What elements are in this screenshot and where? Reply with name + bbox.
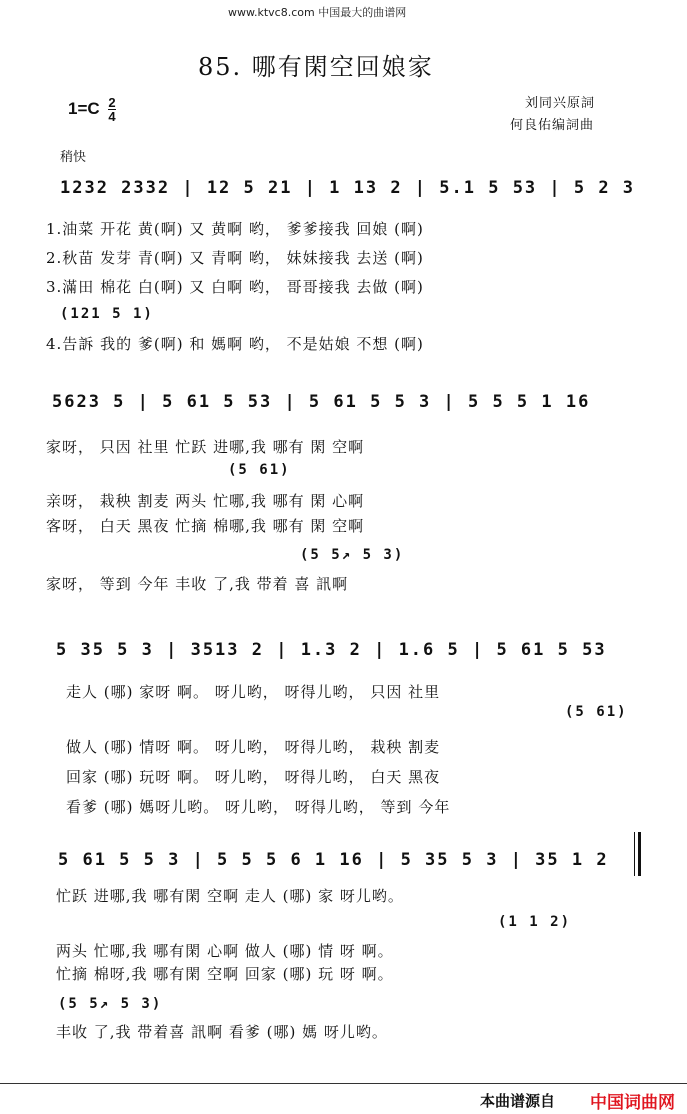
system4-notes: 5 61 5 5 3 | 5 5 5 6 1 16 | 5 35 5 3 | 35 1 2 [58,850,609,870]
system2-lyric-2: 亲呀， 栽秧 割麦 两头 忙哪,我 哪有 閑 心啊 [46,492,365,510]
system1-lyric-1: 1.油菜 开花 黄(啊) 又 黄啊 哟， 爹爹接我 回娘 (啊) [46,220,424,238]
system2-variant-a: (5 61) [228,462,291,478]
system1-lyric-4: 4.告訴 我的 爹(啊) 和 媽啊 哟， 不是姑娘 不想 (啊) [46,335,424,353]
footer-divider [0,1083,687,1084]
key-signature [68,96,116,123]
system3-notes: 5 35 5 3 | 3513 2 | 1.3 2 | 1.6 5 | 5 61 5 53 [56,640,607,660]
system2-lyric-1: 家呀， 只因 社里 忙跃 进哪,我 哪有 閑 空啊 [46,438,365,456]
final-barline-thick [638,832,641,876]
system3-lyric-2: 做人 (哪) 情呀 啊。 呀儿哟， 呀得儿哟， 栽秧 割麦 [66,738,441,756]
tempo-marking: 稍快 [60,150,87,165]
system2-lyric-3: 客呀， 白天 黑夜 忙摘 棉哪,我 哪有 閑 空啊 [46,517,365,535]
system1-notes: 1232 2332 | 12 5 21 | 1 13 2 | 5.1 5 53 | 5 2 3 [60,178,636,198]
system4-variant-b: (5 5↗ 5 3) [58,996,163,1012]
system3-variant: (5 61) [565,704,628,720]
footer-source-label: 本曲谱源自 [480,1092,556,1110]
system4-variant-a: (1 1 2) [498,914,572,930]
footer-site-name[interactable]: 中国词曲网 [590,1093,675,1113]
system4-lyric-2: 两头 忙哪,我 哪有閑 心啊 做人 (哪) 情 呀 啊。 [56,942,394,960]
final-barline-thin [634,832,635,876]
system1-lyric-2: 2.秋苗 发芽 青(啊) 又 青啊 哟， 妹妹接我 去送 (啊) [46,249,424,267]
system3-lyric-3: 回家 (哪) 玩呀 啊。 呀儿哟， 呀得儿哟， 白天 黑夜 [66,768,441,786]
system1-lyric-3: 3.滿田 棉花 白(啊) 又 白啊 哟， 哥哥接我 去做 (啊) [46,278,424,296]
page-title: 85. 哪有閑空回娘家 [198,53,434,81]
system4-lyric-3: 忙摘 棉呀,我 哪有閑 空啊 回家 (哪) 玩 呀 啊。 [56,965,394,983]
time-signature: $\frac{2}{4}$ [108,95,116,124]
system3-lyric-1: 走人 (哪) 家呀 啊。 呀儿哟， 呀得儿哟， 只因 社里 [66,683,441,701]
composer-credit: 何良佑编詞曲 [510,118,595,133]
key-label: 1=C [68,98,100,118]
system2-notes: 5623 5 | 5 61 5 53 | 5 61 5 5 3 | 5 5 5 1 16 [52,392,591,412]
system2-variant-b: (5 5↗ 5 3) [300,547,405,563]
lyricist-credit: 刘同兴原詞 [525,96,596,111]
system3-lyric-4: 看爹 (哪) 媽呀儿哟。 呀儿哟， 呀得儿哟， 等到 今年 [66,798,451,816]
site-header: www.ktvc8.com 中国最大的曲谱网 [228,6,407,19]
system1-variant: (121 5 1) [60,306,154,322]
system2-lyric-4: 家呀， 等到 今年 丰收 了,我 带着 喜 訊啊 [46,575,349,593]
system4-lyric-1: 忙跃 进哪,我 哪有閑 空啊 走人 (哪) 家 呀儿哟。 [56,887,404,905]
system4-lyric-4: 丰收 了,我 带着喜 訊啊 看爹 (哪) 媽 呀儿哟。 [56,1023,388,1041]
